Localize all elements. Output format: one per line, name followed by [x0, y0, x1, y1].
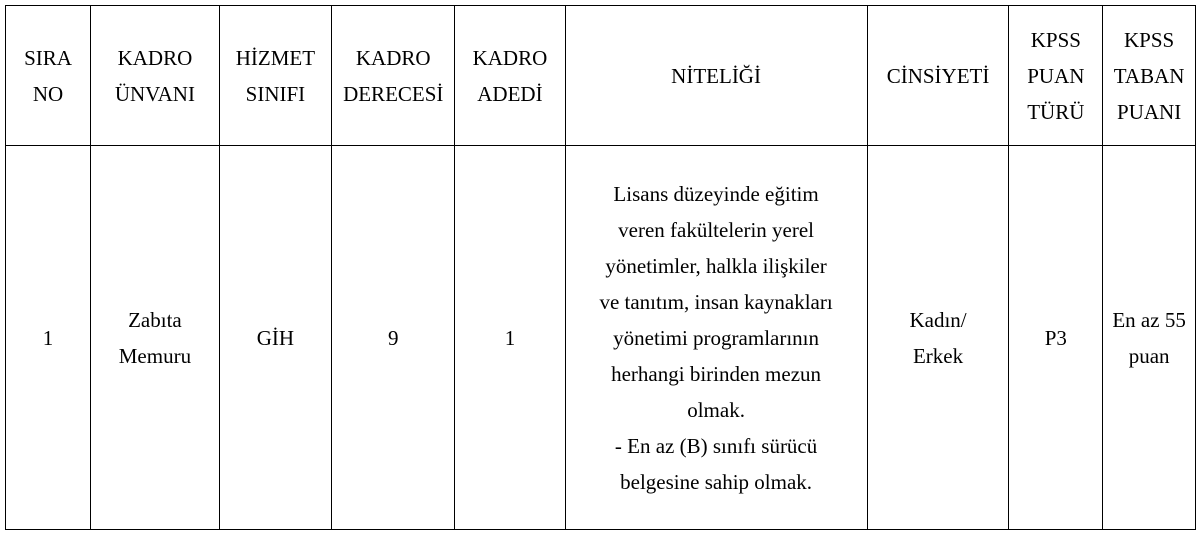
cell-hizmet-sinifi-value: GİH: [256, 325, 295, 350]
header-kpss-taban-puani-line-2: TABAN: [1113, 63, 1185, 88]
header-kadro-adedi-line-2: ADEDİ: [477, 81, 543, 106]
header-kpss-puan-turu-line-2: PUAN: [1027, 63, 1085, 88]
cell-niteligi-line-9: belgesine sahip olmak.: [620, 469, 813, 494]
cell-sira-no: [6, 146, 91, 530]
cell-niteligi-line-3: yönetimler, halkla ilişkiler: [605, 253, 827, 278]
cell-sira-no-value: 1: [42, 325, 54, 350]
header-kadro-derecesi: [332, 6, 455, 146]
header-hizmet-sinifi-line-1: HİZMET: [235, 45, 316, 70]
cell-kpss-taban-puani-line-1: En az 55: [1112, 307, 1186, 332]
cell-kpss-taban-puani-line-2: puan: [1128, 343, 1170, 368]
header-kadro-derecesi-line-2: DERECESİ: [343, 81, 444, 106]
cell-niteligi-line-6: herhangi birinden mezun: [611, 361, 822, 386]
header-kpss-taban-puani-line-3: PUANI: [1117, 99, 1182, 124]
cell-kadro-unvani-line-2: Memuru: [118, 343, 192, 368]
header-kpss-taban-puani-line-1: KPSS: [1124, 27, 1175, 52]
header-sira-no-line-1: SIRA: [24, 45, 72, 70]
kadro-table: [5, 5, 1196, 530]
header-kadro-adedi-line-1: KADRO: [472, 45, 548, 70]
cell-niteligi-line-4: ve tanıtım, insan kaynakları: [599, 289, 833, 314]
cell-kpss-puan-turu: [1009, 146, 1103, 530]
header-hizmet-sinifi-line-2: SINIFI: [245, 81, 306, 106]
header-kpss-puan-turu-line-3: TÜRÜ: [1027, 99, 1085, 124]
cell-hizmet-sinifi: [219, 146, 331, 530]
cell-kadro-unvani-line-1: Zabıta: [128, 307, 182, 332]
header-sira-no-line-2: NO: [32, 81, 64, 106]
cell-kadro-unvani: [91, 146, 220, 530]
cell-cinsiyeti: [867, 146, 1009, 530]
table-row: [6, 146, 1196, 530]
header-cinsiyeti-line-1: CİNSİYETİ: [886, 63, 990, 88]
cell-kadro-adedi: [455, 146, 565, 530]
header-kpss-puan-turu-line-1: KPSS: [1030, 27, 1081, 52]
cell-cinsiyeti-line-2: Erkek: [912, 343, 964, 368]
cell-niteligi-line-1: Lisans düzeyinde eğitim: [613, 181, 819, 206]
cell-niteligi-line-2: veren fakültelerin yerel: [618, 217, 815, 242]
header-kadro-unvani: [91, 6, 220, 146]
cell-kpss-puan-turu-value: P3: [1044, 325, 1067, 350]
header-kadro-unvani-line-2: ÜNVANI: [114, 81, 195, 106]
header-kpss-taban-puani: [1103, 6, 1196, 146]
cell-niteligi-line-5: yönetimi programlarının: [613, 325, 820, 350]
header-sira-no: [6, 6, 91, 146]
cell-kadro-adedi-value: 1: [504, 325, 516, 350]
header-hizmet-sinifi: [219, 6, 331, 146]
header-kadro-derecesi-line-1: KADRO: [355, 45, 431, 70]
cell-niteligi-line-8: - En az (B) sınıfı sürücü: [614, 433, 818, 458]
cell-niteligi-line-7: olmak.: [687, 397, 745, 422]
header-row: [6, 6, 1196, 146]
header-niteligi-line-1: NİTELİĞİ: [671, 63, 761, 88]
header-kadro-adedi: [455, 6, 565, 146]
cell-cinsiyeti-line-1: Kadın/: [909, 307, 967, 332]
cell-kadro-derecesi-value: 9: [387, 325, 399, 350]
cell-niteligi: [565, 146, 867, 530]
cell-kpss-taban-puani: [1103, 146, 1196, 530]
header-niteligi: [565, 6, 867, 146]
cell-kadro-derecesi: [332, 146, 455, 530]
header-kadro-unvani-line-1: KADRO: [117, 45, 193, 70]
header-kpss-puan-turu: [1009, 6, 1103, 146]
header-cinsiyeti: [867, 6, 1009, 146]
